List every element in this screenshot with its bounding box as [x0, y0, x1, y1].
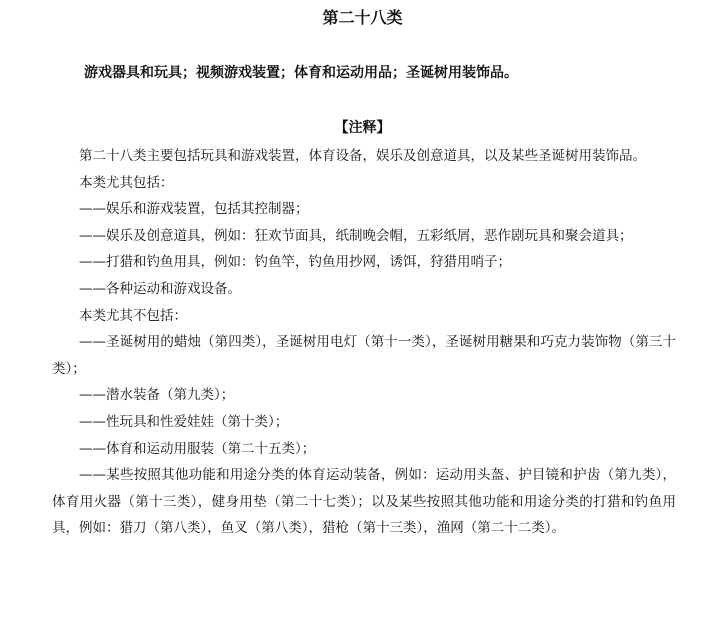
class-title: 第二十八类: [322, 8, 403, 27]
exclude-item: ——性玩具和性爱娃娃（第十类）；: [79, 413, 289, 430]
include-item: ——娱乐及创意道具，例如：狂欢节面具，纸制晚会帽，五彩纸屑，恶作剧玩具和聚会道具；: [79, 227, 633, 244]
intro-paragraph: 第二十八类主要包括玩具和游戏装置，体育设备，娱乐及创意道具，以及某些圣诞树用装饰品。: [79, 148, 646, 164]
include-item: ——娱乐和游戏装置，包括其控制器；: [79, 201, 309, 218]
excludes-heading: 本类尤其不包括：: [79, 307, 187, 324]
includes-heading: 本类尤其包括：: [79, 174, 174, 191]
exclude-item: ——体育和运动用服装（第二十五类）；: [79, 440, 316, 457]
include-item: ——打猎和钓鱼用具，例如：钓鱼竿，钓鱼用抄网，诱饵，狩猎用哨子；: [79, 254, 511, 271]
exclude-item: ——圣诞树用的蜡烛（第四类），圣诞树用电灯（第十一类），圣诞树用糖果和巧克力装饰物（第三十类）；: [52, 334, 676, 377]
class-heading: 游戏器具和玩具；视频游戏装置；体育和运动用品；圣诞树用装饰品。: [84, 65, 518, 81]
include-item: ——各种运动和游戏设备。: [79, 280, 241, 297]
exclude-item: ——某些按照其他功能和用途分类的体育运动装备，例如：运动用头盔、护目镜和护齿（第九类），体育用火器（第十三类），健身用垫（第二十七类）；以及某些按照其他功能和用途分类的打猎和钓鱼用具，例如：猎刀（第八类），鱼叉（第八类），猎枪（第十三类），渔网（第二十二类）。: [52, 467, 676, 537]
notes-body: [52, 143, 676, 542]
notes-title: 【注释】: [334, 120, 391, 136]
exclude-item: ——潜水装备（第九类）；: [79, 387, 235, 404]
